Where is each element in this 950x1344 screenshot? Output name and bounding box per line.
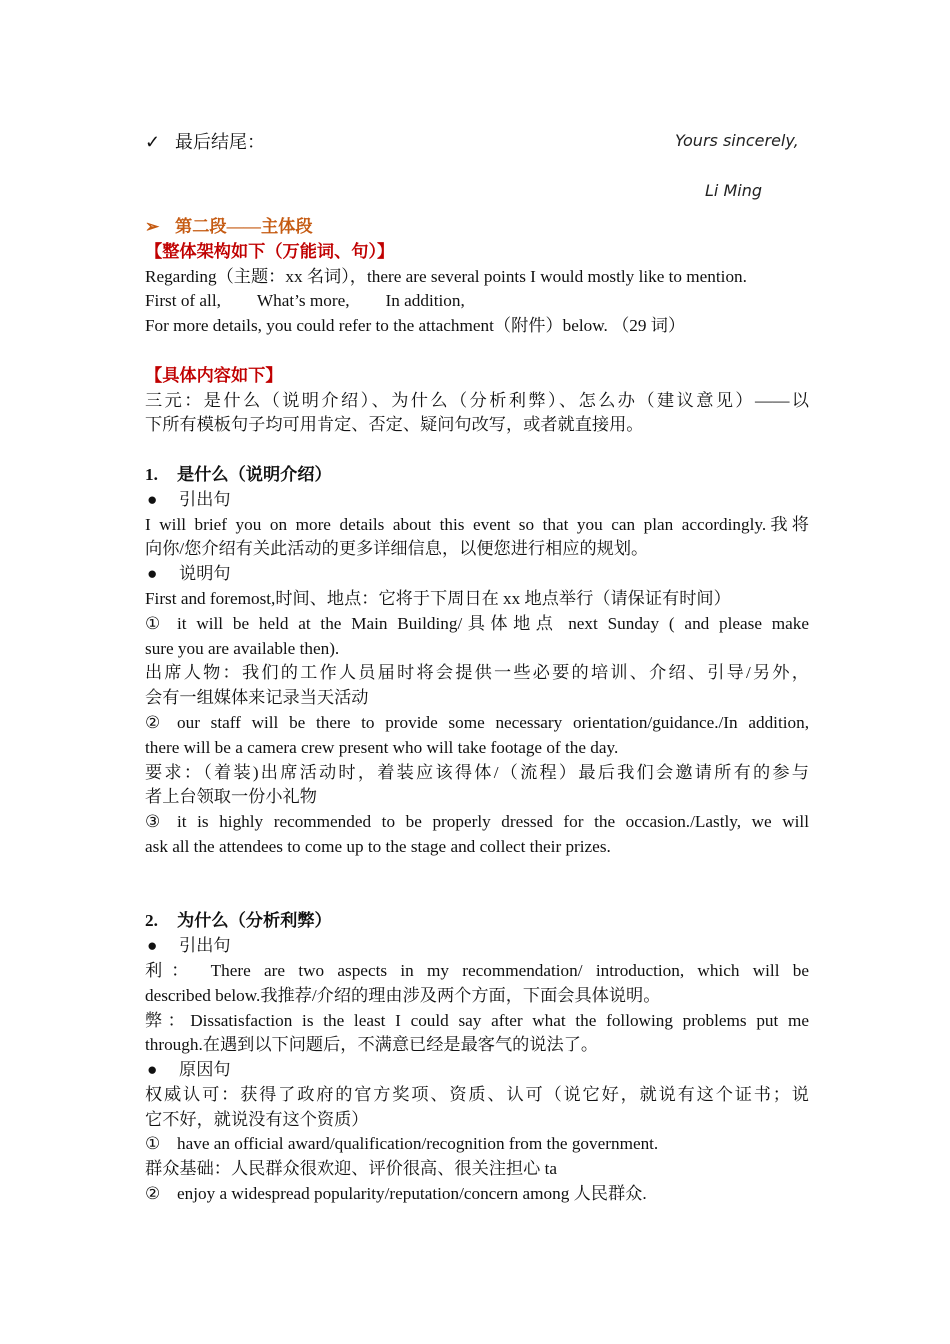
bullet-icon: ● xyxy=(147,936,158,956)
text-line: 会有一组媒体来记录当天活动 xyxy=(145,688,369,708)
arrow-icon: ➢ xyxy=(145,217,160,236)
part2-heading: 2. 为什么（分析利弊） xyxy=(145,911,332,931)
framework-line: Regarding（主题：xx 名词），there are several points I would mostly like to mention. xyxy=(145,266,747,286)
framework-title: 【整体架构如下（万能词、句）】 xyxy=(145,241,395,261)
intro-paragraph-line: 下所有模板句子均可用肯定、否定、疑问句改写，或者就直接用。 xyxy=(145,415,644,435)
bullet-item: ● 引出句 xyxy=(145,934,809,959)
text-line: sure you are available then). xyxy=(145,638,340,658)
numbered-line: ① it will be held at the Main Building/具体地点 next Sunday ( and please make xyxy=(145,613,809,633)
text-line: 要求：（着装)出席活动时，着装应该得体/（流程）最后我们会邀请所有的参与 xyxy=(145,762,809,782)
text-line: there will be a camera crew present who will take footage of the day. xyxy=(145,737,619,757)
bullet-icon: ● xyxy=(147,1060,158,1080)
text-line: 群众基础：人民群众很欢迎、评价很高、很关注担心 ta xyxy=(145,1159,558,1179)
text-line: 者上台领取一份小礼物 xyxy=(145,787,317,807)
closing-label-row xyxy=(145,128,265,154)
part1-heading: 1. 是什么（说明介绍） xyxy=(145,464,332,484)
bullet-icon: ● xyxy=(147,489,158,509)
text-line: First and foremost,时间、地点：它将于下周日在 xx 地点举行（请保证有时间） xyxy=(145,588,731,608)
main-content xyxy=(145,215,809,1207)
signature-name: Li Ming xyxy=(705,181,762,200)
intro-paragraph-line: 三元：是什么（说明介绍）、为什么（分析利弊）、怎么办（建议意见）——以 xyxy=(145,390,809,410)
closing-label: 最后结尾： xyxy=(175,132,265,152)
numbered-line: ② our staff will be there to provide some necessary orientation/guidance./In addition, xyxy=(145,712,809,732)
framework-line: For more details, you could refer to the attachment（附件）below. （29 词） xyxy=(145,316,686,336)
text-line: 权威认可：获得了政府的官方奖项、资质、认可（说它好，就说有这个证书；说 xyxy=(145,1084,809,1104)
text-line: 出席人物：我们的工作人员届时将会提供一些必要的培训、介绍、引导/另外， xyxy=(145,663,809,683)
bullet-item: ● 原因句 xyxy=(145,1058,809,1083)
text-line: described below.我推荐/介绍的理由涉及两个方面，下面会具体说明。 xyxy=(145,985,661,1005)
transitions-line: First of all, What’s more, In addition, xyxy=(145,291,465,311)
numbered-line: ③ it is highly recommended to be properly dressed for the occasion./Lastly, we will xyxy=(145,812,809,832)
bullet-icon: ● xyxy=(147,564,158,584)
bullet-item: ● 引出句 xyxy=(145,488,809,513)
text-line: I will brief you on more details about this event so that you can plan accordingly.我将 xyxy=(145,514,809,534)
numbered-line: ② enjoy a widespread popularity/reputation/concern among 人民群众. xyxy=(145,1184,647,1204)
text-line: ask all the attendees to come up to the stage and collect their prizes. xyxy=(145,836,611,856)
text-line: 向你/您介绍有关此活动的更多详细信息，以便您进行相应的规划。 xyxy=(145,539,649,559)
text-line: 弊：Dissatisfaction is the least I could say after what the following problems put me xyxy=(145,1010,809,1030)
numbered-line: ① have an official award/qualification/recognition from the government. xyxy=(145,1134,659,1154)
bullet-item: ● 说明句 xyxy=(145,562,809,587)
text-line: 它不好，就说没有这个资质） xyxy=(145,1109,369,1129)
section-heading: ➢ 第二段——主体段 xyxy=(145,215,809,240)
checkmark-icon: ✓ xyxy=(145,132,161,152)
text-line: 利： There are two aspects in my recommendation/ introduction, which will be xyxy=(145,960,809,980)
text-line: through.在遇到以下问题后，不满意已经是最客气的说法了。 xyxy=(145,1035,599,1055)
sign-off: Yours sincerely, xyxy=(675,131,799,150)
detail-title: 【具体内容如下】 xyxy=(145,365,283,385)
